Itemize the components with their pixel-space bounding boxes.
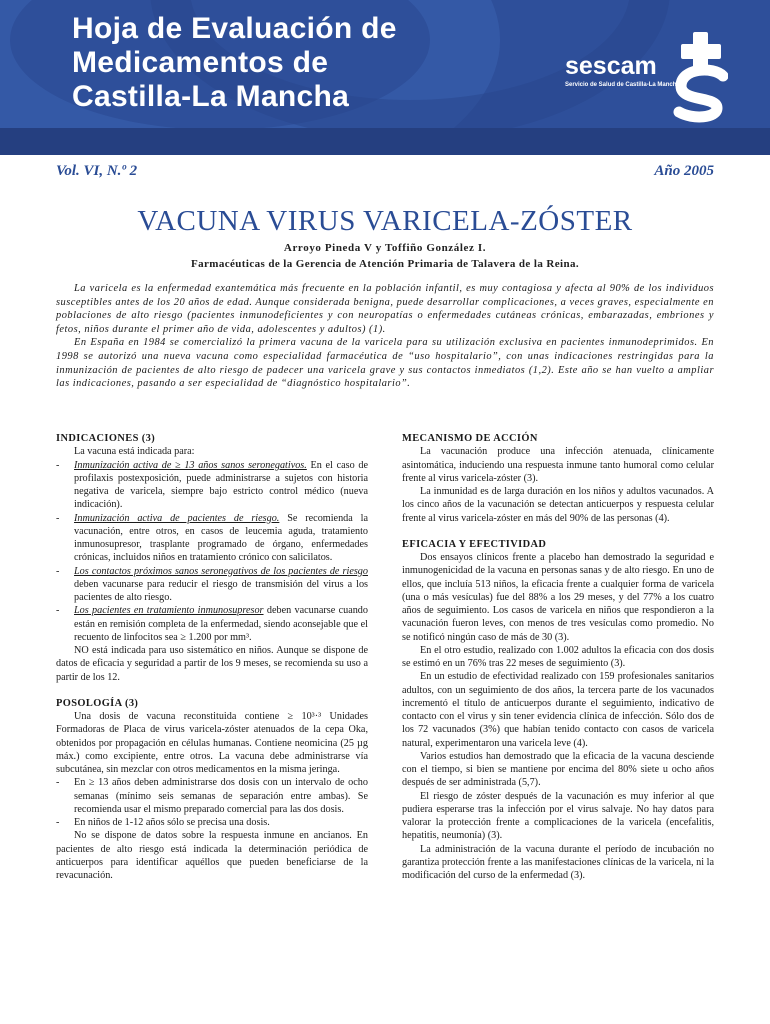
publication-title-line: Castilla-La Mancha — [72, 80, 350, 113]
publication-title-line: Hoja de Evaluación de — [72, 12, 397, 45]
item-emphasis: Inmunización activa de pacientes de riesgo. — [74, 512, 280, 524]
item-text: En niños de 1-12 años sólo se precisa una dosis. — [74, 817, 270, 828]
masthead-stripe — [0, 128, 770, 155]
article-authors: Arroyo Pineda V y Toffiño González I. — [283, 242, 487, 254]
item-text: En el caso de profilaxis postexposición, puede administrarse a sujetos con historia negativa de varicela, siempre bajo estricto control médico (nueva indicación). — [74, 459, 368, 511]
section-heading-eficacia: EFICACIA Y EFECTIVIDAD — [402, 538, 547, 550]
abstract — [56, 282, 714, 391]
indications-intro: La vacuna está indicada para: — [74, 446, 195, 458]
section-heading-indicaciones: INDICACIONES (3) — [56, 433, 156, 444]
article-title: VACUNA VIRUS VARICELA-ZÓSTER — [137, 205, 633, 237]
publication-title-line: Medicamentos de — [72, 46, 329, 79]
item-text: deben vacunarse cuando están en remisión completa de la enfermedad, siendo aconsejable que el recuento de linfocitos sea ≥ 1.200 por mm³. — [74, 605, 368, 643]
posology-note: No se dispone de datos sobre la respuesta inmune en ancianos. En pacientes de alto riesgo está indicada la determinación periódica de anticuerpos para identificar aquéllos que pueden beneficiarse de la revacunación. — [56, 830, 368, 881]
item-emphasis: Los contactos próximos sanos seronegativos de los pacientes de riesgo — [74, 565, 368, 577]
right-column — [402, 432, 714, 882]
mechanism-paragraph: La vacunación produce una infección atenuada, clínicamente asintomática, induciendo una respuesta inmune tanto humoral como celular frente al virus varicela-zóster (3). — [402, 446, 714, 484]
item-emphasis: Los pacientes en tratamiento inmunosupresor — [74, 605, 264, 617]
author-affiliation: Farmacéuticas de la Gerencia de Atención Primaria de Talavera de la Reina. — [190, 258, 580, 270]
list-item: - Inmunización activa de pacientes de riesgo. Se recomienda la vacunación, entre otros, en casos de leucemia aguda, tratamiento inmunosupresor, trasplante programado de órgano, enfermedades crónicas, incluidos niños en tratamiento crónico con salicilatos. — [56, 512, 368, 564]
efficacy-paragraph: En un estudio de efectividad realizado con 159 profesionales sanitarios adultos, con un seguimiento de dos años, la tercera parte de los vacunados incrementó el título de anticuerpos durante el seguimiento, indicativo de contacto con el virus y sin tener evidencia clínica de infección. Sólo dos de los 72 vacunados (3%) que habían tenido contacto con casos de varicela natural, experimentaron una varicela leve (4). — [402, 671, 714, 749]
sescam-logo — [565, 32, 725, 132]
posology-text: Una dosis de vacuna reconstituida contiene ≥ 10³·³ Unidades Formadoras de Placa de virus varicela-zóster atenuados de la cepa Oka, obtenidos por propagación en células humanas. Contiene neomicina (25 µg máx.) como excipiente, entre otros. La vacuna debe administrarse vía subcutánea, sin mezclar con otros medicamentos en la misma jeringa. — [56, 711, 368, 775]
efficacy-paragraph: La administración de la vacuna durante el período de incubación no garantiza protección frente a las manifestaciones clínicas de la varicela, ni la modificación del curso de la enfermedad (3). — [402, 843, 714, 881]
logo-text: sescam — [565, 52, 657, 80]
efficacy-paragraph: En el otro estudio, realizado con 1.002 adultos la eficacia con dos dosis se estimó en un 76% tras 22 meses de seguimiento (3). — [402, 644, 714, 669]
section-heading-posologia: POSOLOGÍA (3) — [56, 697, 139, 709]
list-item: - Los contactos próximos sanos seronegativos de los pacientes de riesgo deben vacunarse para reducir el riesgo de transmisión del virus a los pacientes de alto riesgo. — [56, 565, 368, 603]
issue-row — [56, 163, 714, 185]
left-column — [56, 432, 368, 882]
sescam-cross-s-icon — [673, 32, 728, 124]
efficacy-paragraph: Dos ensayos clínicos frente a placebo han demostrado la seguridad e inmunogenicidad de la vacuna en personas sanas y de alto riesgo. En uno de ellos, que incluía 513 niños, la eficacia frente a cualquier forma de varicela (una o más vesículas) fue del 88% a los 29 meses, y del 77% a los cuatro años de seguimiento. Los casos de varicela en niños que respondieron a la vacunación fueron leves, con menos de tres vesículas como promedio. No se notificó ningún caso de más de 30 (3). — [402, 552, 714, 643]
list-item: - En ≥ 13 años deben administrarse dos dosis con un intervalo de ocho semanas (mínimo seis semanas de separación entre ambas). Se recomienda usar el mismo preparado comercial para las dos dosis. — [56, 777, 368, 815]
list-item: - En niños de 1-12 años sólo se precisa una dosis. — [56, 817, 270, 828]
abstract-paragraph: En España en 1984 se comercializó la primera vacuna de la varicela para su utilización exclusiva en pacientes inmunodeprimidos. En 1998 se autorizó una nueva vacuna como especialidad farmacéutica de “uso hospitalario”, con unas indicaciones restringidas para la inmunización de pacientes de alto riesgo de padecer una varicela grave y sus contactos inmediatos (1,2). Este año se han vuelto a ampliar las indicaciones, pasando a ser especialidad de “diagnóstico hospitalario”. — [56, 337, 714, 390]
item-emphasis: Inmunización activa de ≥ 13 años sanos seronegativos. — [74, 459, 307, 471]
masthead — [0, 0, 770, 155]
efficacy-paragraph: El riesgo de zóster después de la vacunación es muy inferior al que pudiera esperarse tras la infección por el virus salvaje. No hay datos para valorar la protección frente a complicaciones de la varicela (encefalitis, hepatitis, neumonía) (3). — [402, 790, 714, 842]
logo-subtitle: Servicio de Salud de Castilla-La Mancha — [565, 82, 680, 88]
volume-number: Vol. VI, N.º 2 — [56, 163, 138, 179]
efficacy-paragraph: Varios estudios han demostrado que la eficacia de la vacuna desciende con el tiempo, si bien se mantiene por encima del 80% siete u ocho años después de ser administrada (5,7). — [402, 750, 714, 789]
mechanism-paragraph: La inmunidad es de larga duración en los niños y adultos vacunados. A los cinco años de la vacunación se detectan anticuerpos y respuesta celular frente al virus varicela-zóster en más del 90% de las personas (4). — [402, 486, 714, 524]
publication-title — [72, 12, 397, 114]
list-item: - Los pacientes en tratamiento inmunosupresor deben vacunarse cuando están en remisión completa de la enfermedad, siendo aconsejable que el recuento de linfocitos sea ≥ 1.200 por mm³. — [56, 605, 368, 643]
item-text: deben vacunarse para reducir el riesgo de transmisión del virus a los pacientes de alto riesgo. — [74, 578, 368, 603]
list-item: - Inmunización activa de ≥ 13 años sanos seronegativos. En el caso de profilaxis postexposición, puede administrarse a sujetos con historia negativa de varicela, siempre bajo estricto control médico (nueva indicación). — [56, 459, 368, 511]
indications-note: NO está indicada para uso sistemático en niños. Aunque se dispone de datos de eficacia y seguridad a partir de los 9 meses, se recomienda su uso a partir de los 12. — [56, 645, 368, 683]
item-text: En ≥ 13 años deben administrarse dos dosis con un intervalo de ocho semanas (mínimo seis semanas de separación entre ambas). Se recomienda usar el mismo preparado comercial para las dos dosis. — [74, 777, 368, 815]
section-heading-mecanismo: MECANISMO DE ACCIÓN — [402, 433, 538, 444]
abstract-paragraph: La varicela es la enfermedad exantemática más frecuente en la población infantil, es muy contagiosa y afecta al 90% de los individuos susceptibles antes de los 20 años de edad. Aunque considerada benigna, puede desarrollar complicaciones, a veces graves, especialmente en poblaciones de alto riesgo (pacientes inmunodeficientes y con neuropatías o enfermedades cutáneas crónicas, embarazadas, embriones y fetos, niños durante el primer año de vida, adolescentes y adultos) (1). — [56, 283, 714, 335]
item-text: Se recomienda la vacunación, entre otros, en casos de leucemia aguda, tratamiento inmunosupresor, trasplante programado de órgano, enfermedades crónicas, incluidos niños en tratamiento crónico con salicilatos. — [74, 512, 368, 564]
issue-year: Año 2005 — [654, 163, 714, 179]
